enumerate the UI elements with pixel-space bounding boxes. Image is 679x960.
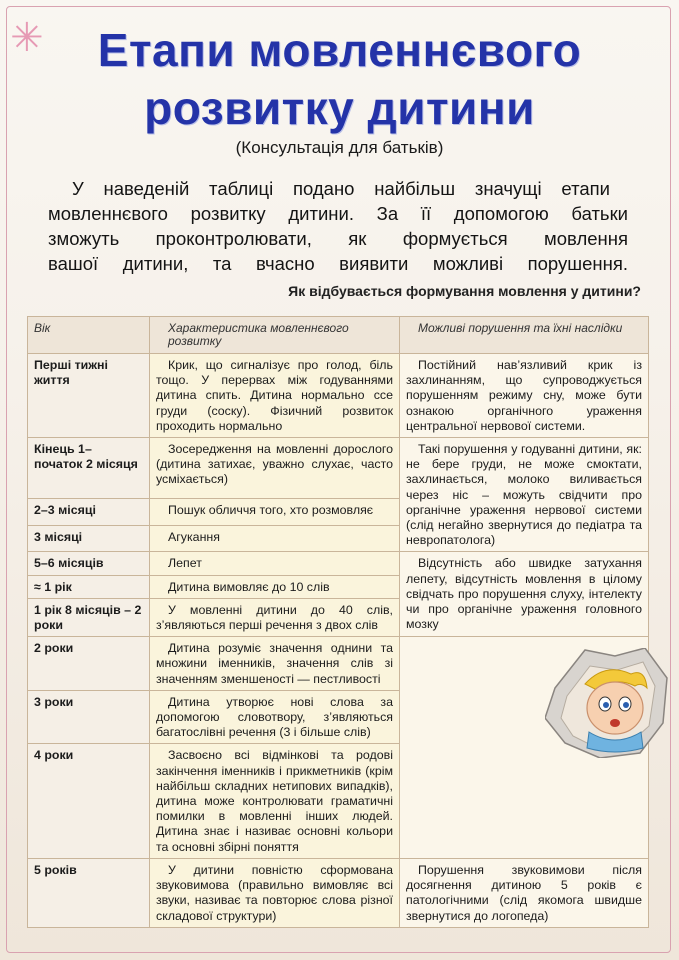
- speech-development-table: [27, 316, 649, 928]
- intro-line-4: вашої дитини, та вчасно виявити можливі порушення.: [48, 253, 628, 274]
- header-violations: Можливі порушення та їхні наслідки: [400, 317, 649, 354]
- header-age: Вік: [28, 317, 150, 354]
- description-cell: Дитина вимовляє до 10 слів: [150, 575, 400, 598]
- age-cell: 5 років: [28, 858, 150, 927]
- description-cell: Засвоєно всі відмінкові та родові закінчення іменників і прикметників (крім найбільш складних нетипових випадків), дитина може контролювати граматичні помилки в мовленні інших людей. Дитина знає і називає основні кольори та основні збірні поняття: [150, 744, 400, 858]
- description-cell: Зосередження на мовленні дорослого (дитина затихає, уважно слухає, часто усміхається): [150, 438, 400, 499]
- description-cell: Лепет: [150, 552, 400, 575]
- description-cell: Дитина утворює нові слова за допомогою словотвору, з’являються багатослівні речення (3 і більше слів): [150, 690, 400, 744]
- description-cell: Пошук обличчя того, хто розмовляє: [150, 499, 400, 526]
- page-title-line-1: Етапи мовленнєвого: [97, 24, 582, 76]
- age-cell: Перші тижні життя: [28, 354, 150, 438]
- intro-line-1: У наведеній таблиці подано найбільш значущі етапи: [72, 178, 610, 199]
- intro-line-2: мовленнєвого розвитку дитини. За її допомогою батьки: [48, 203, 628, 224]
- violation-note: Відсутність або швидке затухання лепету, відсутність мовлення в цілому свідчать про порушення слуху, інтелекту чи про органічне ураження головного мозку: [400, 552, 649, 637]
- table-row: [28, 858, 649, 927]
- page-title-line-2: розвитку дитини: [144, 82, 535, 134]
- age-cell: 4 роки: [28, 744, 150, 858]
- violation-note: Порушення звуковимови після досягнення дитиною 5 років є патологічними (слід якомога швидше звернутися до логопеда): [400, 858, 649, 927]
- age-cell: 2 роки: [28, 637, 150, 691]
- violation-note: Такі порушення у годуванні дитини, як: не бере груди, не може смоктати, захлинається, молоко виливається через ніс – можуть свідчити про органічне ураження нервової системи (слід негайно звернутися до педіатра та невропатолога): [400, 438, 649, 552]
- table-header-row: [28, 317, 649, 354]
- age-cell: 5–6 місяців: [28, 552, 150, 575]
- description-cell: У мовленні дитини до 40 слів, з’являються перші речення з двох слів: [150, 598, 400, 636]
- age-cell: 1 рік 8 місяців – 2 роки: [28, 598, 150, 636]
- flower-icon: ✳: [10, 15, 44, 61]
- header-characteristic: Характеристика мовленнєвого розвитку: [150, 317, 400, 354]
- description-cell: Дитина розуміє значення однини та множини іменників, значення слів зі значенням зменшеності — пестливості: [150, 637, 400, 691]
- age-cell: Кінець 1– початок 2 місяця: [28, 438, 150, 499]
- child-illustration-icon: [545, 648, 671, 758]
- description-cell: У дитини повністю сформована звуковимова (правильно вимовляє всі звуки, називає та повторює слова різної складової структури): [150, 858, 400, 927]
- table-row: [28, 438, 649, 499]
- intro-line-3: зможуть проконтролювати, як формується мовлення: [48, 228, 628, 249]
- table-row: [28, 354, 649, 438]
- age-cell: 2–3 місяці: [28, 499, 150, 526]
- description-cell: Агукання: [150, 525, 400, 552]
- table-row: [28, 552, 649, 575]
- violation-note: Постійний нав’язливий крик із захлинанням, що супроводжується порушенням режиму сну, може бути ознакою органічного ураження центральної нервової системи.: [400, 354, 649, 438]
- description-cell: Крик, що сигналізує про голод, біль тощо. У перервах між годуваннями дитина спить. Дитина нормально ссе груди (соску). Фізичний розвиток проходить нормально: [150, 354, 400, 438]
- table-heading: Як відбувається формування мовлення у дитини?: [288, 283, 641, 299]
- page-subtitle: (Консультація для батьків): [235, 138, 444, 157]
- age-cell: 3 роки: [28, 690, 150, 744]
- age-cell: ≈ 1 рік: [28, 575, 150, 598]
- age-cell: 3 місяці: [28, 525, 150, 552]
